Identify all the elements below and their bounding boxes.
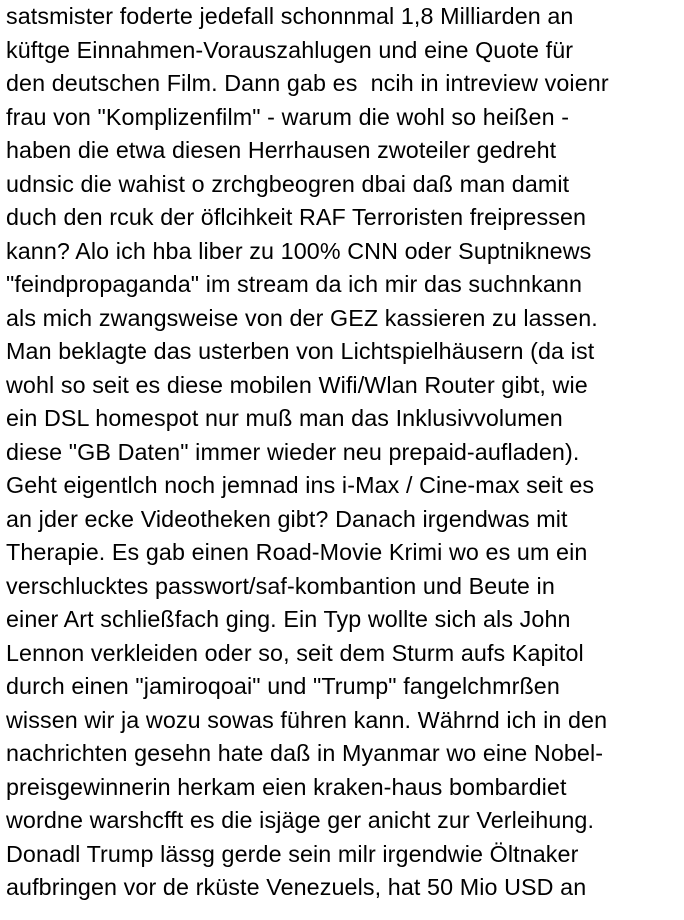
text-line: Lennon verkleiden oder so, seit dem Sturm aufs Kapitol xyxy=(6,639,584,666)
text-line: frau von "Komplizenfilm" - warum die wohl so heißen - xyxy=(6,103,570,130)
text-line: an jder ecke Videotheken gibt? Danach irgendwas mit xyxy=(6,505,568,532)
text-line: wohl so seit es diese mobilen Wifi/Wlan Router gibt, wie xyxy=(6,371,588,398)
text-line: wissen wir ja wozu sowas führen kann. Währnd ich in den xyxy=(6,706,608,733)
text-line: küftge Einnahmen-Vorauszahlugen und eine Quote für xyxy=(6,36,574,63)
text-line: haben die etwa diesen Herrhausen zwoteiler gedreht xyxy=(6,137,557,163)
text-line: "feindpropaganda" im stream da ich mir das suchnkann xyxy=(6,271,582,297)
text-line: nachrichten gesehn hate daß in Myanmar wo eine Nobel- xyxy=(6,740,604,766)
text-line: verschlucktes passwort/saf-kombantion und Beute in xyxy=(6,572,555,599)
text-line: als mich zwangsweise von der GEZ kassieren zu lassen. xyxy=(6,304,598,331)
text-line: kann? Alo ich hba liber zu 100% CNN oder Suptniknews xyxy=(6,237,592,264)
text-line: aufbringen vor de rküste Venezuels, hat 50 Mio USD an xyxy=(6,874,587,900)
text-line: Donadl Trump lässg gerde sein milr irgendwie Öltnaker xyxy=(6,840,579,867)
text-line: preisgewinnerin herkam eien kraken-haus bombardiet xyxy=(6,773,567,800)
text-line: wordne warshcfft es die isjäge ger anicht zur Verleihung. xyxy=(6,807,595,833)
text-line: ein DSL homespot nur muß man das Inklusivvolumen xyxy=(6,405,563,431)
text-line: udnsic die wahist o zrchgbeogren dbai daß man damit xyxy=(6,170,570,197)
text-line: einer Art schließfach ging. Ein Typ wollte sich als John xyxy=(6,606,571,632)
text-line: den deutschen Film. Dann gab es ncih in intreview voienr xyxy=(6,70,609,96)
text-line: Man beklagte das usterben von Lichtspielhäusern (da ist xyxy=(6,338,595,364)
text-line: satsmister foderte jedefall schonnmal 1,8 Milliarden an xyxy=(6,3,574,29)
text-line: duch den rcuk der öflcihkeit RAF Terroristen freipressen xyxy=(6,204,587,230)
text-line: Therapie. Es gab einen Road-Movie Krimi wo es um ein xyxy=(6,539,588,565)
text-line: Geht eigentlch noch jemnad ins i-Max / Cine-max seit es xyxy=(6,472,595,498)
text-line: diese "GB Daten" immer wieder neu prepaid-aufladen). xyxy=(6,438,580,465)
document-body xyxy=(6,0,682,905)
text-line: durch einen "jamiroqoai" und "Trump" fangelchmrßen xyxy=(6,673,560,699)
